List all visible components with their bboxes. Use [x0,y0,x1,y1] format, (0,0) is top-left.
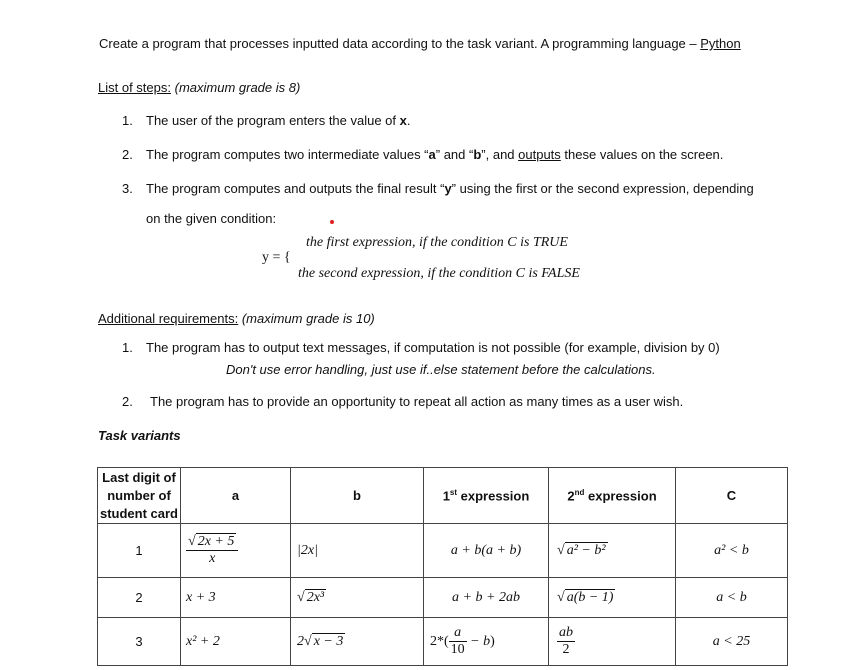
header-expr1 [424,468,549,524]
steps-title: List of steps: [98,80,171,95]
cell-a [181,618,291,666]
cell-c-value: a < b [716,590,747,605]
cell-digit: 3 [98,618,181,666]
additional-grade: (maximum grade is 10) [241,311,375,326]
cell-expr1 [424,524,549,578]
formula-lhs: y = { [262,250,291,265]
fraction: $\frac{√ 2x + 5}{x}$ [186,534,238,567]
additional-text: The program has to provide an opportunity to repeat all action as many times as a user wish. [150,394,684,409]
step-bold: x [399,113,407,128]
table-row [98,524,788,578]
header-expr2-text: expression [584,488,657,504]
cell-digit: 2 [98,578,181,618]
additional-title: Additional requirements: [98,311,239,326]
language-link[interactable]: Python [700,36,741,51]
step-number: 1. [122,113,133,128]
variants-table [97,467,788,666]
cell-a-value: x² + 2 [186,634,220,649]
cell-expr2: √ a² − b² [549,524,676,578]
header-expr2-sup: nd [574,487,585,497]
step-text-end: . [406,113,411,128]
step-bold-a: a [428,147,436,162]
cell-expr2 [549,618,676,666]
fraction-numerator: a [449,625,467,642]
fraction-denominator: 2 [562,642,570,657]
additional-item-2 [122,394,683,409]
header-expr2 [549,468,676,524]
step-text: The program computes two intermediate values “ [146,147,429,162]
cell-b-value: 2x³ [306,590,325,605]
additional-note: Don't use error handling, just use if..else statement before the calculations. [226,362,656,377]
step-bold: y [444,181,452,196]
cell-b: 2√ x − 3 [291,618,424,666]
step-item-3-line2: on the given condition: [146,211,277,226]
bullet-mark [330,220,334,224]
fraction-denominator: 10 [450,642,465,657]
expr1-prefix: 2* [430,633,444,649]
table-header-row [98,468,788,524]
step-number: 3. [122,181,133,196]
cell-c [676,524,788,578]
header-digit-line: student card [99,505,178,521]
step-text-mid2: ”, and [481,147,519,162]
cell-c [676,578,788,618]
cell-expr1 [424,578,549,618]
header-b: b [291,468,424,524]
cell-b-radicand: x − 3 [313,634,344,649]
header-digit-line: number of [107,487,171,503]
formula-first: the first expression, if the condition C is TRUE [306,235,568,250]
header-a: a [181,468,291,524]
outputs-link[interactable]: outputs [518,147,561,162]
cell-expr1-value: a + b(a + b) [450,543,522,558]
intro-line [99,36,741,51]
cell-a-value: x + 3 [186,590,216,605]
step-item-1 [122,113,411,128]
fraction-denominator: x [209,551,216,566]
variants-title: Task variants [98,428,181,443]
additional-item-1 [122,340,720,355]
step-bold-b: b [473,147,482,162]
sqrt-radicand: 2x + 5 [197,534,235,549]
fraction-numerator: ab [559,625,573,640]
additional-number: 2. [122,394,133,409]
cell-c [676,618,788,666]
formula-second: the second expression, if the condition C is FALSE [298,266,580,281]
cell-b-coef: 2 [297,634,304,649]
step-text-end: these values on the screen. [560,147,724,162]
header-digit-line: Last digit of [102,469,176,485]
step-item-2 [122,147,723,162]
cell-expr1: 2*( $\frac{a}{10}$ − b) [424,618,549,666]
cell-digit: 1 [98,524,181,578]
additional-text: The program has to output text messages, if computation is not possible (for example, division by 0) [146,340,720,355]
table-row [98,618,788,666]
cell-expr2-value: a² − b² [566,543,606,558]
table-row [98,578,788,618]
header-expr2-num: 2 [567,488,575,504]
cell-expr2-value: a(b − 1) [566,590,614,605]
intro-text: Create a program that processes inputted data according to the task variant. A programming language – [99,36,701,51]
step-text-end: ” using the first or the second expression, depending [451,181,754,196]
header-digit [98,468,181,524]
cell-a [181,524,291,578]
cell-c-value: a < 25 [712,634,751,649]
cell-expr1-value: a + b + 2ab [452,590,520,605]
steps-heading [98,80,300,95]
header-expr1-sup: st [449,487,458,497]
cell-expr2: √ a(b − 1) [549,578,676,618]
header-c: C [676,468,788,524]
step-text-mid: ” and “ [435,147,474,162]
expr1-suffix: − b [466,633,491,649]
step-item-3 [122,181,754,196]
additional-heading [98,311,375,326]
cell-a [181,578,291,618]
header-expr1-num: 1 [442,488,450,504]
cell-c-value: a² < b [714,543,749,558]
cell-b-value: |2x| [297,543,318,558]
cell-b [291,524,424,578]
step-text: The program computes and outputs the final result “ [146,181,445,196]
cell-b: √ 2x³ [291,578,424,618]
step-number: 2. [122,147,133,162]
header-expr1-text: expression [457,488,530,504]
step-text: The user of the program enters the value of [146,113,400,128]
steps-grade: (maximum grade is 8) [174,80,301,95]
additional-number: 1. [122,340,133,355]
